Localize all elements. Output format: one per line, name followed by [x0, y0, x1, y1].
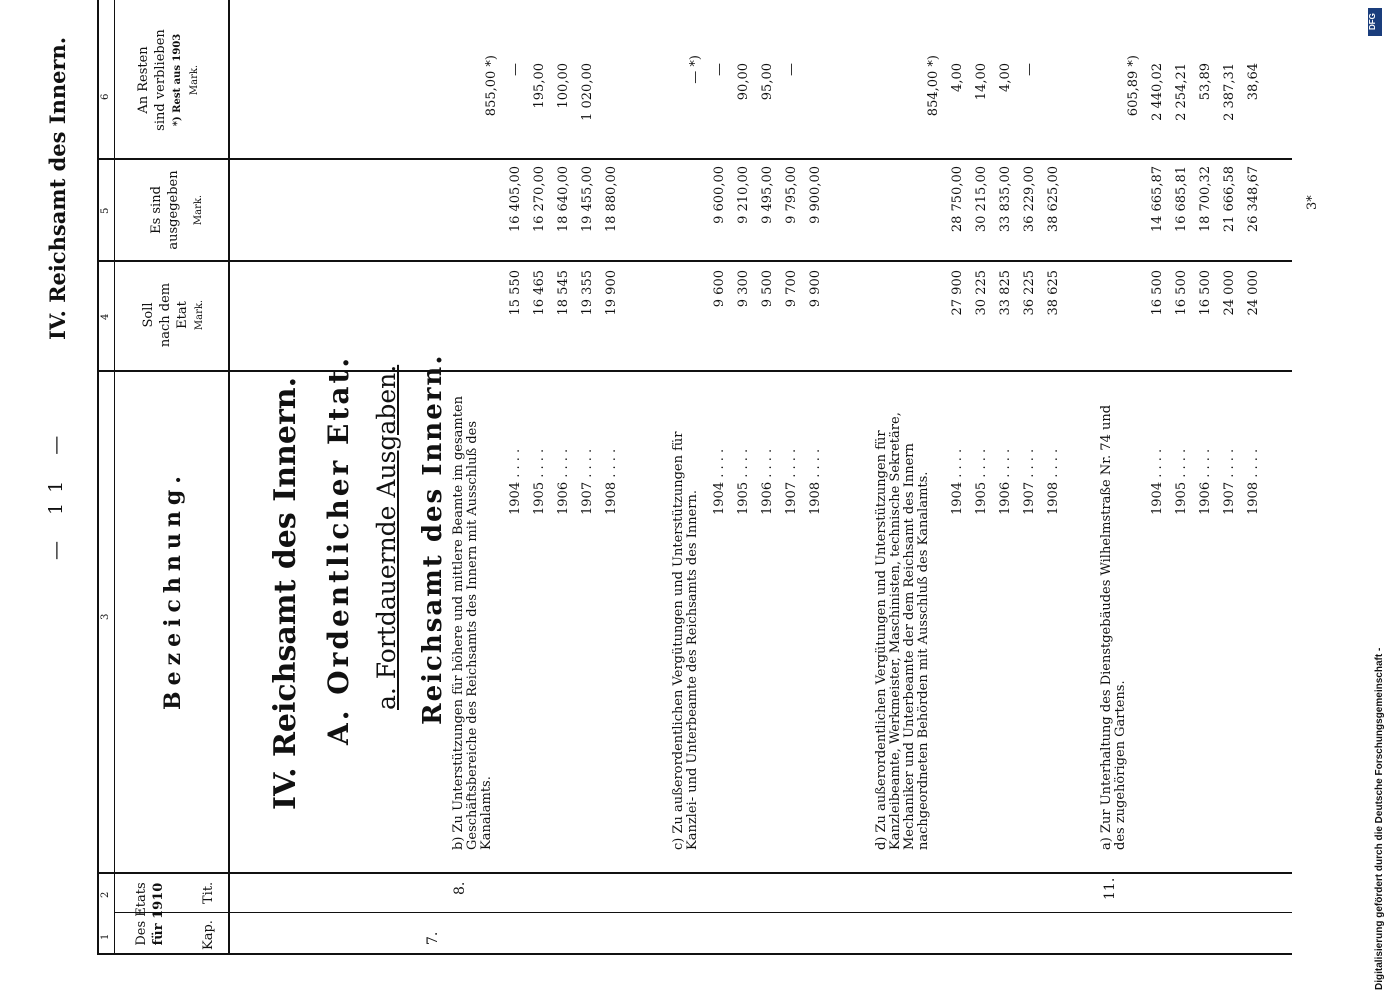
col6-heading-line1: An Resten	[136, 46, 151, 114]
entry-b-rest-1905: —	[508, 63, 523, 76]
col-number-4: 4	[100, 313, 111, 320]
entry-d-year-1904: 1904 . . . .	[950, 448, 965, 515]
entry-c-ausg-1904: 9 600,00	[712, 166, 727, 224]
running-title: IV. Reichsamt des Innern.	[45, 36, 70, 340]
col6-heading-line2: sind verblieben	[153, 29, 168, 131]
entry-d-soll-1908: 38 625	[1046, 270, 1061, 316]
entry-b-year-1908: 1908 . . . .	[604, 448, 619, 515]
col-number-1: 1	[100, 933, 111, 940]
heading-fortdauernde-ausgaben: a. Fortdauernde Ausgaben.	[372, 364, 401, 710]
entry-c-year-1908: 1908 . . . .	[808, 448, 823, 515]
entry-d-rest-1904: 854,00 *)	[926, 55, 941, 117]
entry-11a-soll-1908: 24 000	[1246, 270, 1261, 316]
entry-b-rest-1906: 195,00	[532, 63, 547, 109]
digitization-footer: Digitalisierung gefördert durch die Deutsche Forschungsgemeinschaft -	[1374, 647, 1385, 990]
signature-mark: 3*	[1305, 195, 1320, 210]
entry-11a-ausg-1908: 26 348,67	[1246, 166, 1261, 233]
col1-col2-divider	[114, 912, 1292, 913]
entry-b-year-1906: 1906 . . . .	[556, 448, 571, 515]
entry-c-rest-1905: —	[712, 63, 727, 76]
heading-ordentlicher-etat: A. Ordentlicher Etat.	[322, 354, 355, 745]
entry-11a-year-1907: 1907 . . . .	[1222, 448, 1237, 515]
left-table-border	[97, 953, 1292, 955]
entry-b-ausg-1906: 18 640,00	[556, 166, 571, 233]
entry-c-year-1906: 1906 . . . .	[760, 448, 775, 515]
entry-d-year-1906: 1906 . . . .	[998, 448, 1013, 515]
entry-b-ausg-1904: 16 405,00	[508, 166, 523, 233]
entry-b-soll-1905: 16 465	[532, 270, 547, 316]
col-number-2: 2	[100, 891, 111, 898]
col-number-6: 6	[100, 93, 111, 100]
col5-heading-line1: Es sind	[149, 186, 164, 234]
entry-11a-rest-extra: 38,64	[1246, 63, 1261, 101]
entry-11a-soll-1907: 24 000	[1222, 270, 1237, 316]
entry-b-ausg-1905: 16 270,00	[532, 166, 547, 233]
col4-heading-line1: Soll	[141, 302, 156, 328]
entry-b-description: b) Zu Unterstützungen für höhere und mittlere Beamte im gesamten Geschäftsbereiche des Reichsamts des Innern mit Ausschluß des Kanalamts.	[451, 395, 494, 850]
entry-c-ausg-1907: 9 795,00	[784, 166, 799, 224]
col5-unit: Mark.	[193, 194, 204, 226]
entry-d-description: d) Zu außerordentlichen Vergütungen und Unterstützungen für Kanzleibeamte, Werkmeister, Maschinisten, technische Sekretäre, Mechaniker und Unterbeamte der dem Reichsamt des Innern nachgeordneten Behörden mit Ausschluß des Kanalamts.	[874, 412, 931, 850]
entry-b-ausg-1907: 19 455,00	[580, 166, 595, 233]
entry-b-soll-1904: 15 550	[508, 270, 523, 316]
entry-d-year-1907: 1907 . . . .	[1022, 448, 1037, 515]
entry-11a-soll-1904: 16 500	[1150, 270, 1165, 316]
entry-d-soll-1904: 27 900	[950, 270, 965, 316]
entry-d-ausg-1906: 33 835,00	[998, 166, 1013, 233]
entry-d-rest-1908: —	[1022, 63, 1037, 76]
kap-label: Kap.	[201, 920, 216, 950]
entry-d-ausg-1907: 36 229,00	[1022, 166, 1037, 233]
entry-c-ausg-1906: 9 495,00	[760, 166, 775, 224]
col4-heading-line3: Etat	[175, 301, 190, 329]
entry-b-rest-1904: 855,00 *)	[484, 55, 499, 117]
entry-11a-year-1904: 1904 . . . .	[1150, 448, 1165, 515]
entry-d-rest-1906: 14,00	[974, 63, 989, 101]
entry-b-soll-1906: 18 545	[556, 270, 571, 316]
col3-right-rule	[97, 370, 1292, 372]
entry-b-rest-1907: 100,00	[556, 63, 571, 109]
entry-d-year-1908: 1908 . . . .	[1046, 448, 1061, 515]
col6-unit: Mark.	[189, 64, 200, 96]
col4-heading-line2: nach dem	[158, 282, 173, 348]
entry-c-ausg-1905: 9 210,00	[736, 166, 751, 224]
entry-11a-rest-1907: 53,89	[1198, 63, 1213, 101]
entry-c-rest-1906: 90,00	[736, 63, 751, 101]
entry-c-soll-1907: 9 700	[784, 270, 799, 308]
heading-reichsamt: Reichsamt des Innern.	[418, 353, 448, 725]
entry-c-year-1907: 1907 . . . .	[784, 448, 799, 515]
entry-c-soll-1908: 9 900	[808, 270, 823, 308]
entry-c-soll-1905: 9 300	[736, 270, 751, 308]
col5-right-rule	[97, 158, 1292, 160]
col12-heading-line2: für 1910	[151, 882, 166, 946]
entry-11a-description: a) Zur Unterhaltung des Dienstgebäudes Wilhelmstraße Nr. 74 und des zugehörigen Gartens.	[1099, 404, 1128, 850]
header-bottom-rule	[228, 0, 230, 955]
entry-d-ausg-1905: 30 215,00	[974, 166, 989, 233]
page-number: — 11 —	[45, 425, 67, 560]
col12-heading-line1: Des Etats	[134, 882, 149, 946]
entry-d-soll-1907: 36 225	[1022, 270, 1037, 316]
entry-11a-ausg-1905: 16 685,81	[1174, 166, 1189, 233]
entry-d-soll-1906: 33 825	[998, 270, 1013, 316]
entry-c-year-1904: 1904 . . . .	[712, 448, 727, 515]
entry-c-soll-1904: 9 600	[712, 270, 727, 308]
entry-d-ausg-1904: 28 750,00	[950, 166, 965, 233]
col-number-3: 3	[100, 613, 111, 620]
entry-11a-rest-1905: 2 440,02	[1150, 63, 1165, 121]
entry-c-rest-1907: 95,00	[760, 63, 775, 101]
table-top-rule	[97, 0, 99, 955]
entry-11a-soll-1905: 16 500	[1174, 270, 1189, 316]
col5-heading	[148, 164, 207, 256]
col4-right-rule	[97, 260, 1292, 262]
titel-number-11: 11.	[1102, 877, 1118, 900]
col4-heading	[140, 270, 208, 360]
entry-d-rest-1907: 4,00	[998, 63, 1013, 92]
titel-number-8: 8.	[452, 881, 468, 895]
entry-b-year-1907: 1907 . . . .	[580, 448, 595, 515]
entry-11a-ausg-1906: 18 700,32	[1198, 166, 1213, 233]
col12-right-rule	[97, 872, 1292, 874]
entry-11a-year-1905: 1905 . . . .	[1174, 448, 1189, 515]
entry-11a-rest-1906: 2 254,21	[1174, 63, 1189, 121]
col12-heading	[133, 876, 167, 952]
entry-d-year-1905: 1905 . . . .	[974, 448, 989, 515]
entry-b-rest-1908: 1 020,00	[580, 63, 595, 121]
heading-ministry: IV. Reichsamt des Innern.	[268, 376, 303, 810]
col5-heading-line2: ausgegeben	[166, 170, 181, 250]
col6-heading-line3: *) Rest aus 1903	[172, 33, 183, 127]
entry-11a-year-1908: 1908 . . . .	[1246, 448, 1261, 515]
entry-d-rest-1905: 4,00	[950, 63, 965, 92]
tit-label: Tit.	[201, 881, 216, 904]
entry-11a-soll-1906: 16 500	[1198, 270, 1213, 316]
entry-c-rest-1904: — *)	[688, 55, 703, 84]
entry-b-year-1904: 1904 . . . .	[508, 448, 523, 515]
entry-d-ausg-1908: 38 625,00	[1046, 166, 1061, 233]
kapitel-number: 7.	[425, 931, 441, 945]
entry-11a-rest-1908: 2 387,31	[1222, 63, 1237, 121]
entry-b-soll-1908: 19 900	[604, 270, 619, 316]
dfg-logo: DFG	[1368, 8, 1382, 36]
entry-11a-rest-1904: 605,89 *)	[1126, 55, 1141, 117]
col6-heading	[135, 5, 203, 155]
entry-b-ausg-1908: 18 880,00	[604, 166, 619, 233]
entry-c-ausg-1908: 9 900,00	[808, 166, 823, 224]
col-number-5: 5	[100, 207, 111, 214]
entry-11a-ausg-1907: 21 666,58	[1222, 166, 1237, 233]
entry-11a-year-1906: 1906 . . . .	[1198, 448, 1213, 515]
entry-c-description: c) Zu außerordentlichen Vergütungen und Unterstützungen für Kanzlei- und Unterbeamte des Reichsamts des Innern.	[671, 431, 700, 850]
entry-c-soll-1906: 9 500	[760, 270, 775, 308]
entry-c-rest-1908: —	[784, 63, 799, 76]
column-number-rule	[114, 0, 115, 955]
entry-b-soll-1907: 19 355	[580, 270, 595, 316]
bezeichnung-heading: Bezeichnung.	[160, 470, 186, 710]
entry-b-year-1905: 1905 . . . .	[532, 448, 547, 515]
col4-unit: Mark.	[194, 299, 205, 331]
entry-c-year-1905: 1905 . . . .	[736, 448, 751, 515]
entry-d-soll-1905: 30 225	[974, 270, 989, 316]
entry-11a-ausg-1904: 14 665,87	[1150, 166, 1165, 233]
